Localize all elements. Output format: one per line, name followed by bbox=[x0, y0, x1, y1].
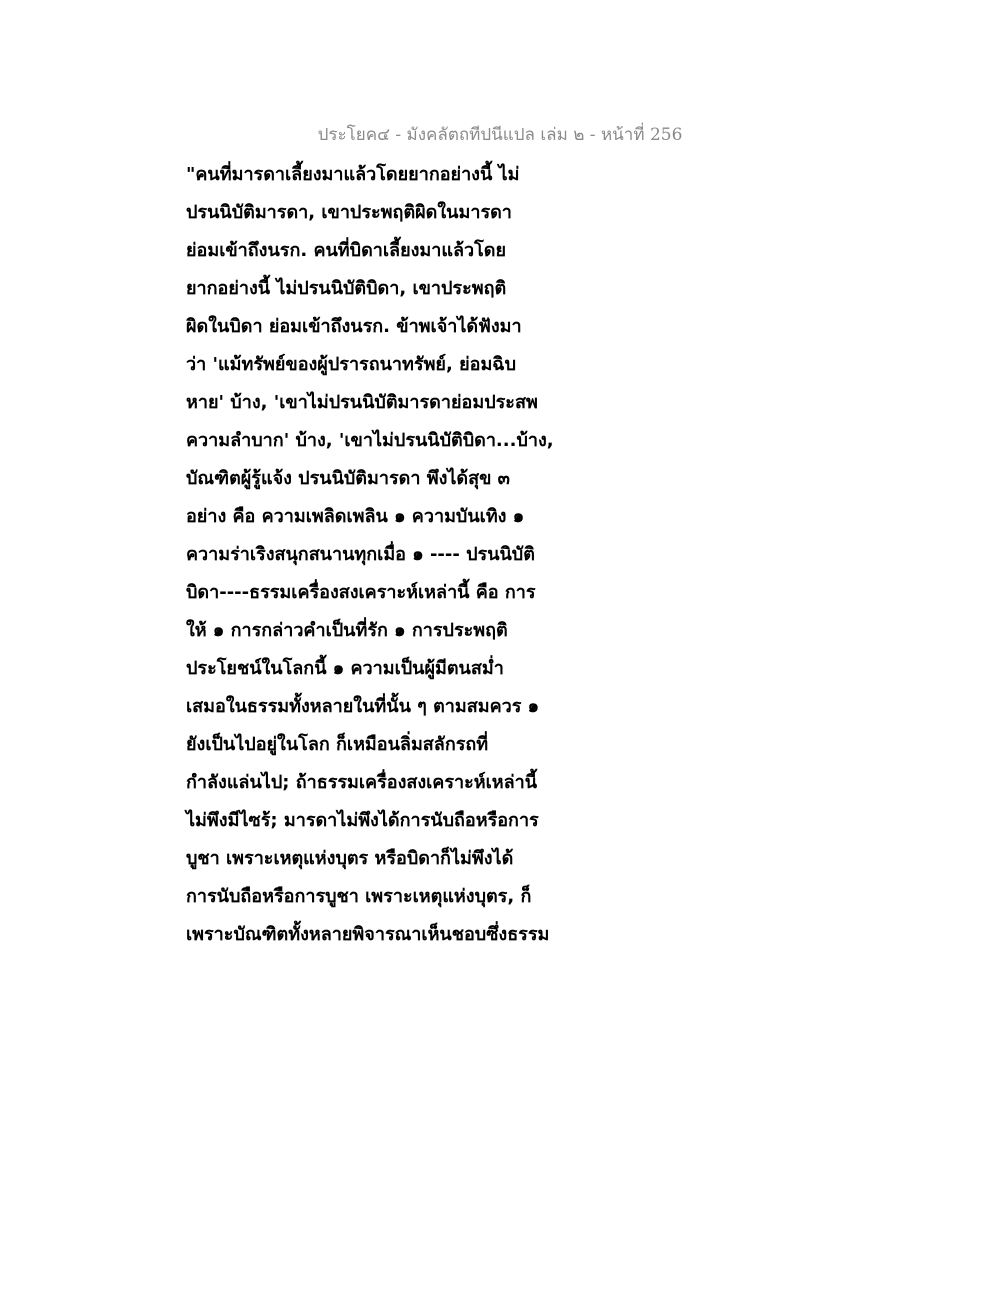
text-line: ความลำบาก' บ้าง, 'เขาไม่ปรนนิบัติบิดา...บ้าง, bbox=[186, 430, 554, 451]
text-line: ให้ ๑ การกล่าวคำเป็นที่รัก ๑ การประพฤติ bbox=[186, 620, 508, 641]
text-line: เพราะบัณฑิตทั้งหลายพิจารณาเห็นชอบซึ่งธรรม bbox=[186, 924, 550, 945]
text-line: บัณฑิตผู้รู้แจ้ง ปรนนิบัติมารดา พึงได้สุข ๓ bbox=[186, 468, 510, 489]
text-line: ย่อมเข้าถึงนรก. คนที่บิดาเลี้ยงมาแล้วโดย bbox=[186, 240, 507, 261]
text-line: อย่าง คือ ความเพลิดเพลิน ๑ ความบันเทิง ๑ bbox=[186, 506, 525, 527]
text-line: ปรนนิบัติมารดา, เขาประพฤติผิดในมารดา bbox=[186, 202, 512, 223]
running-header: ประโยค๔ - มังคลัตถทีปนีแปล เล่ม ๒ - หน้าที่ 256 bbox=[317, 125, 683, 145]
text-line: ไม่พึงมีไซร้; มารดาไม่พึงได้การนับถือหรือการ bbox=[186, 810, 539, 831]
text-line: เสมอในธรรมทั้งหลายในที่นั้น ๆ ตามสมควร ๑ bbox=[186, 696, 540, 717]
text-line: หาย' บ้าง, 'เขาไม่ปรนนิบัติมารดาย่อมประสพ bbox=[186, 392, 538, 413]
text-line: บิดา----ธรรมเครื่องสงเคราะห์เหล่านี้ คือ การ bbox=[186, 582, 536, 603]
text-line: การนับถือหรือการบูชา เพราะเหตุแห่งบุตร, ก็ bbox=[186, 886, 532, 907]
text-line: ผิดในบิดา ย่อมเข้าถึงนรก. ข้าพเจ้าได้ฟังมา bbox=[186, 316, 522, 337]
text-line: ความร่าเริงสนุกสนานทุกเมื่อ ๑ ---- ปรนนิบัติ bbox=[186, 544, 535, 565]
text-line: ยังเป็นไปอยู่ในโลก ก็เหมือนลิ่มสลักรถที่ bbox=[186, 734, 489, 755]
text-line: กำลังแล่นไป; ถ้าธรรมเครื่องสงเคราะห์เหล่านี้ bbox=[186, 772, 538, 793]
text-line: ประโยชน์ในโลกนี้ ๑ ความเป็นผู้มีตนสม่ำ bbox=[186, 658, 504, 679]
text-line: ว่า 'แม้ทรัพย์ของผู้ปรารถนาทรัพย์, ย่อมฉิบ bbox=[186, 354, 516, 375]
text-line: บูชา เพราะเหตุแห่งบุตร หรือบิดาก็ไม่พึงได้ bbox=[186, 848, 514, 869]
body-text bbox=[186, 156, 586, 954]
text-line: "คนที่มารดาเลี้ยงมาแล้วโดยยากอย่างนี้ ไม่ bbox=[186, 164, 520, 185]
text-line: ยากอย่างนี้ ไม่ปรนนิบัติบิดา, เขาประพฤติ bbox=[186, 278, 507, 299]
